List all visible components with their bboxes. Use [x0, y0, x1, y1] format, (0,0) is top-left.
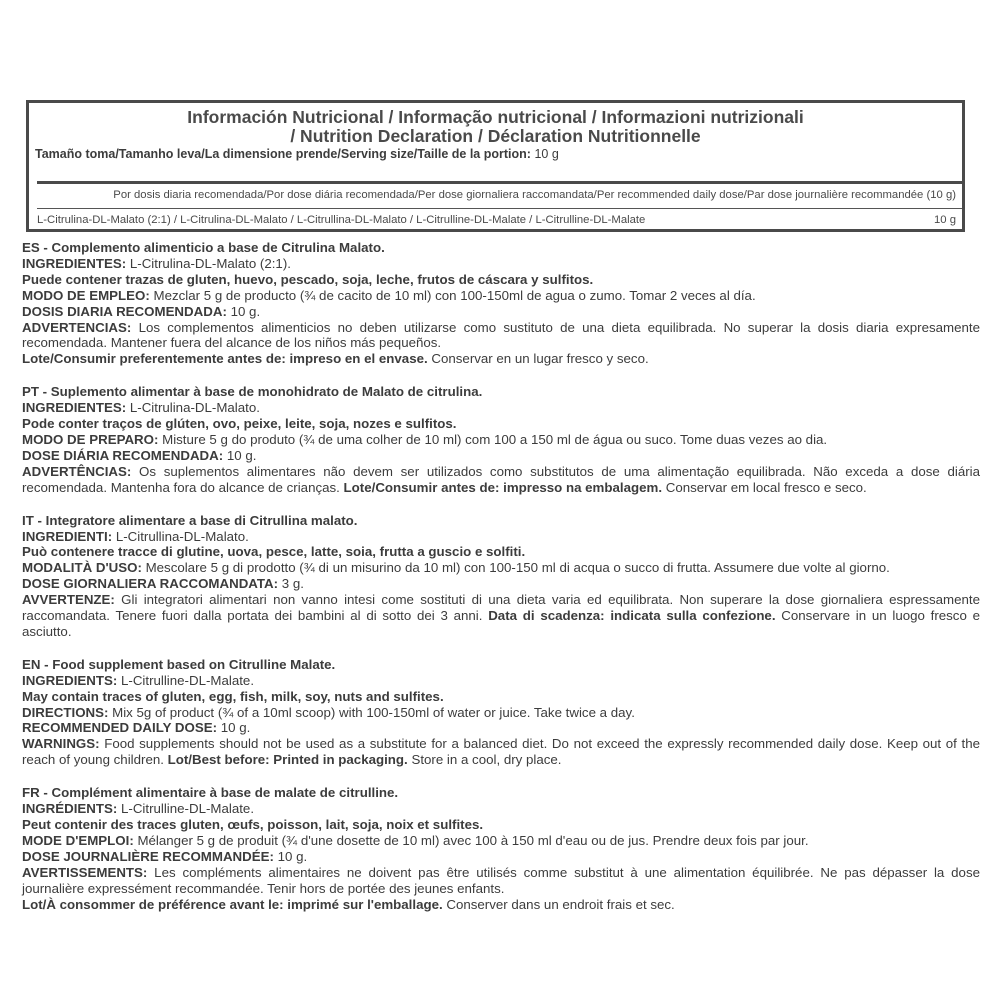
warnings — [22, 320, 980, 352]
dose-text: 10 g. — [217, 720, 251, 736]
traces: Può contenere tracce di glutine, uova, pesce, latte, soia, frutta a guscio e solfiti. — [22, 544, 526, 560]
traces: May contain traces of gluten, egg, fish, milk, soy, nuts and sulfites. — [22, 688, 444, 704]
ingredients — [22, 400, 980, 416]
nutrient-row-label: L-Citrulina-DL-Malato (2:1) / L-Citrulina-DL-Malato / L-Citrullina-DL-Malato / L-Citrulline-DL-Malate / L-Citrulline-DL-Malate — [37, 214, 646, 226]
dose-text: 3 g. — [278, 576, 304, 592]
lot — [22, 351, 980, 367]
column-header: Por dosis diaria recomendada/Por dose diária recomendada/Per dose giornaliera raccomandata/Per recommended daily dose/Par dose journalière recommandée (10 g) — [113, 189, 956, 201]
section-heading: IT - Integratore alimentare a base di Citrullina malato. — [22, 512, 358, 528]
lot-label: Lot/À consommer de préférence avant le: imprimé sur l'emballage. — [22, 896, 443, 912]
ingredients — [22, 256, 980, 272]
lot-label: Data di scadenza: indicata sulla confezione. — [482, 608, 776, 624]
lot-text: Conservar em local fresco e seco. — [662, 479, 867, 495]
serving-size — [35, 147, 962, 161]
ingredients-label: INGREDIENTS: — [22, 672, 118, 688]
warnings-text: Food supplements should not be used as a substitute for a balanced diet. Do not exceed the expressly recommended daily dose. Keep out of the reach of young children. — [22, 736, 980, 768]
usage-text: Mezclar 5 g de producto (¾ de cacito de 10 ml) con 100-150ml de agua o zumo. Tomar 2 veces al día. — [149, 287, 756, 303]
dose-label: DOSIS DIARIA RECOMENDADA: — [22, 303, 227, 319]
section-heading: ES - Complemento alimenticio a base de Citrulina Malato. — [22, 240, 385, 255]
section-heading: FR - Complément alimentaire à base de malate de citrulline. — [22, 785, 399, 801]
usage-label: MODALITÀ D'USO: — [22, 560, 142, 576]
usage-text: Misture 5 g do produto (¾ de uma colher de 10 ml) com 100 a 150 ml de água ou suco. Tome duas vezes ao dia. — [158, 431, 828, 447]
section-es — [22, 240, 980, 367]
usage — [22, 432, 980, 448]
ingredients-text: L-Citrulina-DL-Malato. — [126, 400, 260, 416]
warnings-text: Os suplementos alimentares não devem ser utilizados como substitutos de uma alimentação equilibrada. Não exceda a dose diária recomendada. Mantenha fora do alcance de crianças. — [22, 463, 980, 495]
dose-text: 10 g. — [226, 303, 261, 319]
dose-label: DOSE JOURNALIÈRE RECOMMANDÉE: — [22, 848, 274, 864]
serving-size-value: 10 g — [534, 147, 559, 161]
traces: Pode conter traços de glúten, ovo, peixe, leite, soja, nozes e sulfitos. — [22, 416, 457, 432]
ingredients-text: L-Citrulline-DL-Malate. — [117, 672, 255, 688]
section-en — [22, 657, 980, 768]
usage-label: MODO DE PREPARO: — [22, 431, 159, 447]
dose-label: DOSE GIORNALIERA RACCOMANDATA: — [22, 576, 279, 592]
traces: Peut contenir des traces gluten, œufs, poisson, lait, soja, noix et sulfites. — [22, 817, 484, 832]
lot-text: Conservare in un luogo fresco e asciutto. — [22, 608, 980, 639]
usage-text: Mix 5g of product (¾ of a 10ml scoop) with 100-150ml of water or juice. Take twice a day. — [108, 704, 635, 720]
nutrition-title-line1: Información Nutricional / Informação nutricional / Informazioni nutrizionali — [187, 107, 804, 127]
dose-text: 10 g. — [273, 848, 308, 864]
usage — [22, 833, 980, 849]
warnings-text: Gli integratori alimentari non vanno intesi come sostituti di una dieta varia ed equilibrata. Non superare la dose giornaliera espressamente raccomandata. Tenere fuori dalla portata dei bambini al di sotto dei 3 anni. — [22, 592, 980, 624]
nutrition-title — [29, 108, 962, 146]
warnings-label: AVVERTENZE: — [22, 592, 115, 608]
ingredients-label: INGREDIENTI: — [22, 528, 113, 544]
usage-label: MODE D'EMPLOI: — [22, 832, 134, 848]
warnings-label: AVERTISSEMENTS: — [22, 864, 148, 880]
usage — [22, 705, 980, 721]
warnings-label: ADVERTÊNCIAS: — [22, 463, 132, 479]
lot-label: Lote/Consumir antes de: impresso na embalagem. — [339, 479, 663, 495]
dose — [22, 304, 980, 320]
section-pt — [22, 384, 980, 495]
lot-label: Lote/Consumir preferentemente antes de: impreso en el envase. — [22, 351, 428, 367]
usage — [22, 560, 980, 576]
usage-text: Mescolare 5 g di prodotto (¾ di un misurino da 10 ml) con 100-150 ml di acqua o succo di frutta. Assumere due volte al giorno. — [141, 560, 890, 576]
ingredients — [22, 801, 980, 817]
dose — [22, 849, 980, 865]
ingredients-label: INGRÉDIENTS: — [22, 801, 118, 817]
section-heading: PT - Suplemento alimentar à base de monohidrato de Malato de citrulina. — [22, 384, 483, 400]
ingredients-label: INGREDIENTES: — [22, 400, 127, 416]
dose-text: 10 g. — [223, 447, 257, 463]
dose-label: RECOMMENDED DAILY DOSE: — [22, 720, 218, 736]
warnings — [22, 865, 980, 897]
warnings — [22, 592, 980, 640]
traces: Puede contener trazas de gluten, huevo, pescado, soja, leche, frutos de cáscara y sulfitos. — [22, 271, 594, 287]
dose — [22, 448, 980, 464]
ingredients — [22, 673, 980, 689]
dose-label: DOSE DIÁRIA RECOMENDADA: — [22, 447, 224, 463]
usage — [22, 288, 980, 304]
warnings-label: ADVERTENCIAS: — [22, 319, 132, 335]
dose — [22, 720, 980, 736]
lot — [22, 897, 980, 913]
warnings — [22, 464, 980, 496]
section-heading: EN - Food supplement based on Citrulline Malate. — [22, 656, 336, 672]
warnings-text: Los complementos alimenticios no deben utilizarse como sustituto de una dieta equilibrada. No superar la dosis diaria expresamente recomendada. Mantener fuera del alcance de los niños más pequeños. — [22, 319, 980, 351]
usage-label: MODO DE EMPLEO: — [22, 287, 150, 303]
label-text — [22, 240, 980, 929]
warnings-label: WARNINGS: — [22, 736, 100, 752]
ingredients — [22, 529, 980, 545]
lot-text: Conserver dans un endroit frais et sec. — [442, 896, 675, 912]
lot-text: Conservar en un lugar fresco y seco. — [427, 351, 649, 367]
ingredients-label: INGREDIENTES: — [22, 255, 127, 271]
section-fr — [22, 785, 980, 912]
usage-label: DIRECTIONS: — [22, 704, 109, 720]
lot-label: Lot/Best before: Printed in packaging. — [163, 752, 408, 768]
usage-text: Mélanger 5 g de produit (¾ d'une dosette de 10 ml) avec 100 à 150 ml d'eau ou de jus. Prendre deux fois par jour. — [133, 832, 809, 848]
ingredients-text: L-Citrullina-DL-Malato. — [112, 528, 249, 544]
serving-size-label: Tamaño toma/Tamanho leva/La dimensione prende/Serving size/Taille de la portion: — [35, 147, 531, 161]
warnings-text: Les compléments alimentaires ne doivent pas être utilisés comme substitut à une alimentation équilibrée. Ne pas dépasser la dose journalière expressément recommandée. Tenir hors de portée des jeunes enfants. — [22, 864, 980, 896]
thick-divider — [37, 181, 962, 184]
lot-text: Store in a cool, dry place. — [407, 752, 562, 768]
thin-divider — [37, 208, 962, 209]
nutrition-table — [26, 100, 965, 232]
nutrient-row-value: 10 g — [934, 214, 956, 226]
section-it — [22, 513, 980, 640]
ingredients-text: L-Citrulina-DL-Malato (2:1). — [126, 255, 291, 271]
ingredients-text: L-Citrulline-DL-Malate. — [117, 801, 255, 817]
warnings — [22, 736, 980, 768]
dose — [22, 576, 980, 592]
nutrition-title-line2: / Nutrition Declaration / Déclaration Nutritionnelle — [290, 126, 701, 146]
